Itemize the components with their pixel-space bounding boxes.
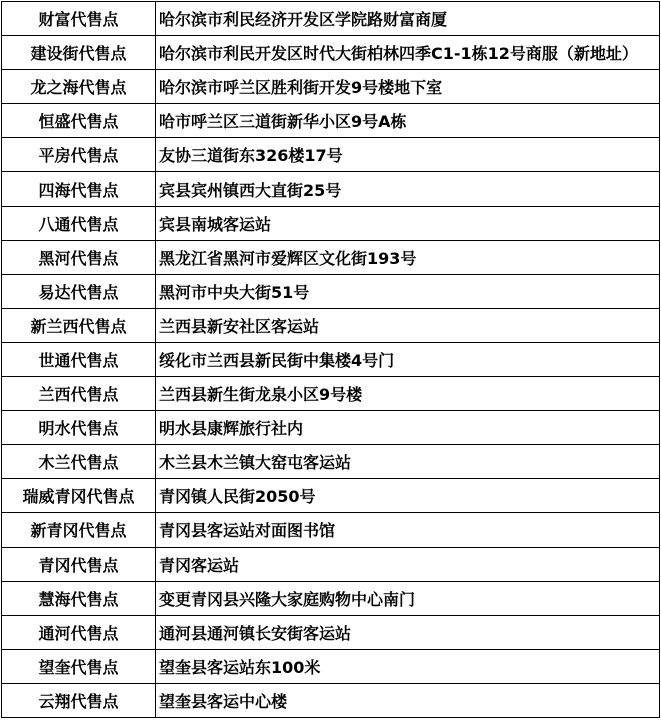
table-row — [2, 411, 659, 445]
agency-name-cell: 世通代售点 — [2, 343, 156, 376]
table-row — [2, 513, 659, 547]
agency-name-cell: 慧海代售点 — [2, 582, 156, 615]
table-row — [2, 582, 659, 616]
table-row — [2, 275, 659, 309]
agency-address-cell: 望奎县客运中心楼 — [159, 691, 288, 711]
table-row — [2, 650, 659, 684]
agency-address-cell: 哈尔滨市利民开发区时代大街柏林四季C1-1栋12号商服（新地址） — [159, 44, 638, 64]
agency-address-cell: 绥化市兰西县新民街中集楼4号门 — [159, 350, 395, 370]
agency-name-cell: 财富代售点 — [2, 2, 156, 35]
document-page — [0, 1, 661, 720]
table-row — [2, 343, 659, 377]
agency-address-cell: 通河县通河镇长安街客运站 — [159, 623, 352, 643]
agency-address-cell: 青冈客运站 — [159, 555, 240, 575]
table-row — [2, 241, 659, 275]
agency-address-cell: 兰西县新生街龙泉小区9号楼 — [159, 385, 363, 405]
agency-name-cell: 黑河代售点 — [2, 241, 156, 274]
agency-name-cell: 平房代售点 — [2, 138, 156, 171]
agency-name-cell: 青冈代售点 — [2, 548, 156, 581]
table-row — [2, 616, 659, 650]
table-row — [2, 479, 659, 513]
table-row — [2, 172, 659, 206]
agency-name-cell: 通河代售点 — [2, 616, 156, 649]
agency-address-cell: 明水县康辉旅行社内 — [159, 419, 304, 439]
table-row — [2, 70, 659, 104]
table-row — [2, 377, 659, 411]
agency-name-cell: 恒盛代售点 — [2, 104, 156, 137]
agency-address-cell: 变更青冈县兴隆大家庭购物中心南门 — [159, 589, 416, 609]
agency-name-cell: 八通代售点 — [2, 207, 156, 240]
agency-name-cell: 新青冈代售点 — [2, 513, 156, 546]
agency-address-cell: 木兰县木兰镇大窑屯客运站 — [159, 453, 352, 473]
agency-name-cell: 建设街代售点 — [2, 36, 156, 69]
agency-name-cell: 新兰西代售点 — [2, 309, 156, 342]
agency-name-cell: 瑞威青冈代售点 — [2, 479, 156, 512]
agency-address-cell: 青冈镇人民街2050号 — [159, 487, 316, 507]
table-row — [2, 207, 659, 241]
agency-address-cell: 哈尔滨市呼兰区胜利街开发9号楼地下室 — [159, 78, 443, 98]
agency-address-cell: 青冈县客运站对面图书馆 — [159, 521, 336, 541]
agency-address-cell: 黑河市中央大街51号 — [159, 282, 310, 302]
agency-name-cell: 四海代售点 — [2, 172, 156, 205]
agency-name-cell: 易达代售点 — [2, 275, 156, 308]
table-row — [2, 138, 659, 172]
table-row — [2, 684, 659, 717]
agency-address-cell: 哈尔滨市利民经济开发区学院路财富商厦 — [159, 10, 448, 30]
table-row — [2, 104, 659, 138]
agency-name-cell: 云翔代售点 — [2, 684, 156, 717]
table-row — [2, 445, 659, 479]
agency-address-table — [1, 1, 660, 718]
table-row — [2, 2, 659, 36]
agency-address-cell: 望奎县客运站东100米 — [159, 657, 321, 677]
table-row — [2, 309, 659, 343]
agency-name-cell: 望奎代售点 — [2, 650, 156, 683]
agency-address-cell: 宾县南城客运站 — [159, 214, 272, 234]
agency-name-cell: 木兰代售点 — [2, 445, 156, 478]
agency-name-cell: 明水代售点 — [2, 411, 156, 444]
agency-name-cell: 兰西代售点 — [2, 377, 156, 410]
agency-address-cell: 黑龙江省黑河市爱辉区文化街193号 — [159, 248, 417, 268]
agency-address-cell: 宾县宾州镇西大直街25号 — [159, 180, 342, 200]
agency-address-cell: 兰西县新安社区客运站 — [159, 316, 320, 336]
table-row — [2, 548, 659, 582]
table-row — [2, 36, 659, 70]
agency-address-cell: 哈市呼兰区三道街新华小区9号A栋 — [159, 112, 407, 132]
agency-address-cell: 友协三道街东326楼17号 — [159, 146, 343, 166]
agency-name-cell: 龙之海代售点 — [2, 70, 156, 103]
